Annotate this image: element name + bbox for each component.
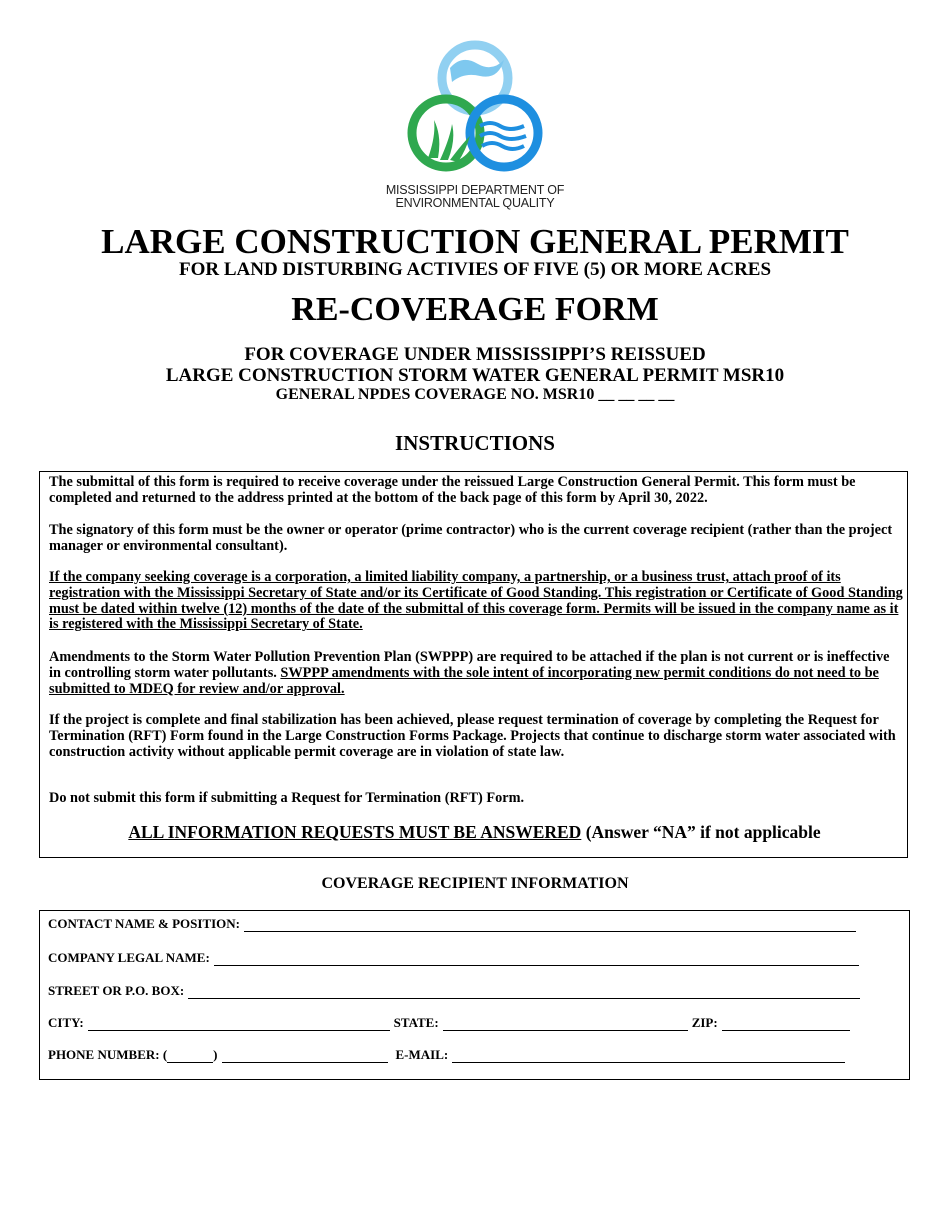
instruction-paragraph-submittal: The submittal of this form is required to receive coverage under the reissued Large Construction General Permit. This form must be completed and returned to the address printed at the bottom of the back page of this form by April 30, 2022. [49, 474, 856, 506]
all-info-underlined: ALL INFORMATION REQUESTS MUST BE ANSWERED [128, 822, 582, 842]
instruction-paragraph-termination: If the project is complete and final stabilization has been achieved, please request termination of coverage by completing the Request for Termination (RFT) Form found in the Large Construction Forms Package. Projects that continue to discharge storm water associated with construction activity without applicable permit coverage are in violation of state law. [49, 712, 896, 760]
city-state-zip-row [48, 1015, 854, 1031]
coverage-line1: FOR COVERAGE UNDER MISSISSIPPI’S REISSUED [244, 344, 706, 365]
phone-label: PHONE NUMBER: ( [48, 1047, 168, 1062]
logo-org-line2: ENVIRONMENTAL QUALITY [395, 196, 555, 210]
recipient-info-box [39, 910, 910, 1080]
city-field[interactable] [88, 1018, 390, 1031]
zip-field[interactable] [722, 1018, 850, 1031]
state-field[interactable] [443, 1018, 688, 1031]
logo-org-line1: MISSISSIPPI DEPARTMENT OF [385, 183, 565, 197]
zip-label: ZIP: [691, 1015, 718, 1030]
street-row [48, 983, 864, 999]
street-label: STREET OR P.O. BOX: [48, 983, 185, 998]
logo-org-name [385, 184, 565, 210]
company-name-field[interactable] [214, 953, 859, 966]
permit-title: LARGE CONSTRUCTION GENERAL PERMIT [101, 222, 849, 261]
email-field[interactable] [452, 1050, 845, 1063]
phone-close-paren: ) [213, 1047, 218, 1062]
coverage-line2: LARGE CONSTRUCTION STORM WATER GENERAL PERMIT MSR10 [165, 365, 785, 386]
instruction-paragraph-rft: Do not submit this form if submitting a Request for Termination (RFT) Form. [49, 790, 525, 806]
instruction-paragraph-signatory: The signatory of this form must be the owner or operator (prime contractor) who is the current coverage recipient (rather than the project manager or environmental consultant). [49, 522, 893, 554]
contact-name-field[interactable] [244, 919, 856, 932]
city-label: CITY: [48, 1015, 84, 1030]
street-field[interactable] [188, 986, 860, 999]
mdeq-emblem-icon [400, 40, 550, 182]
phone-email-row [48, 1047, 849, 1063]
phone-number-field[interactable] [222, 1050, 388, 1063]
contact-row [48, 916, 860, 932]
email-label: E-MAIL: [395, 1047, 449, 1062]
instructions-heading: INSTRUCTIONS [395, 431, 555, 455]
recipient-heading: COVERAGE RECIPIENT INFORMATION [321, 875, 629, 892]
company-row [48, 950, 863, 966]
swppp-underlined-text: SWPPP amendments with the sole intent of incorporating new permit conditions do not need to be submitted to MDEQ for review and/or approval. [49, 664, 879, 697]
contact-label: CONTACT NAME & POSITION: [48, 916, 241, 931]
all-info-rest: (Answer “NA” if not applicable [581, 822, 821, 842]
swppp-text: Amendments to the Storm Water Pollution Prevention Plan (SWPPP) are required to be attached if the plan is not current or is ineffective in controlling storm water pollutants. [49, 649, 890, 681]
coverage-number: GENERAL NPDES COVERAGE NO. MSR10 __ __ __ __ [275, 386, 675, 403]
instruction-paragraph-swppp [49, 650, 905, 697]
state-label: STATE: [393, 1015, 439, 1030]
phone-area-code-field[interactable] [167, 1050, 213, 1063]
mdeq-logo [385, 40, 565, 212]
form-name: RE-COVERAGE FORM [291, 291, 659, 328]
instructions-box [39, 471, 908, 858]
all-info-notice [40, 822, 909, 843]
permit-subtitle: FOR LAND DISTURBING ACTIVIES OF FIVE (5) OR MORE ACRES [178, 259, 772, 280]
instruction-paragraph-registration: If the company seeking coverage is a corporation, a limited liability company, a partnership, or a business trust, attach proof of its registration with the Mississippi Secretary of State and/or its Certificate of Good Standing. This registration or Certificate of Good Standing must be dated within twelve (12) months of the date of the submittal of this coverage form. Permits will be issued in the company name as it is registered with the Mississippi Secretary of State. [49, 569, 903, 633]
company-label: COMPANY LEGAL NAME: [48, 950, 210, 965]
